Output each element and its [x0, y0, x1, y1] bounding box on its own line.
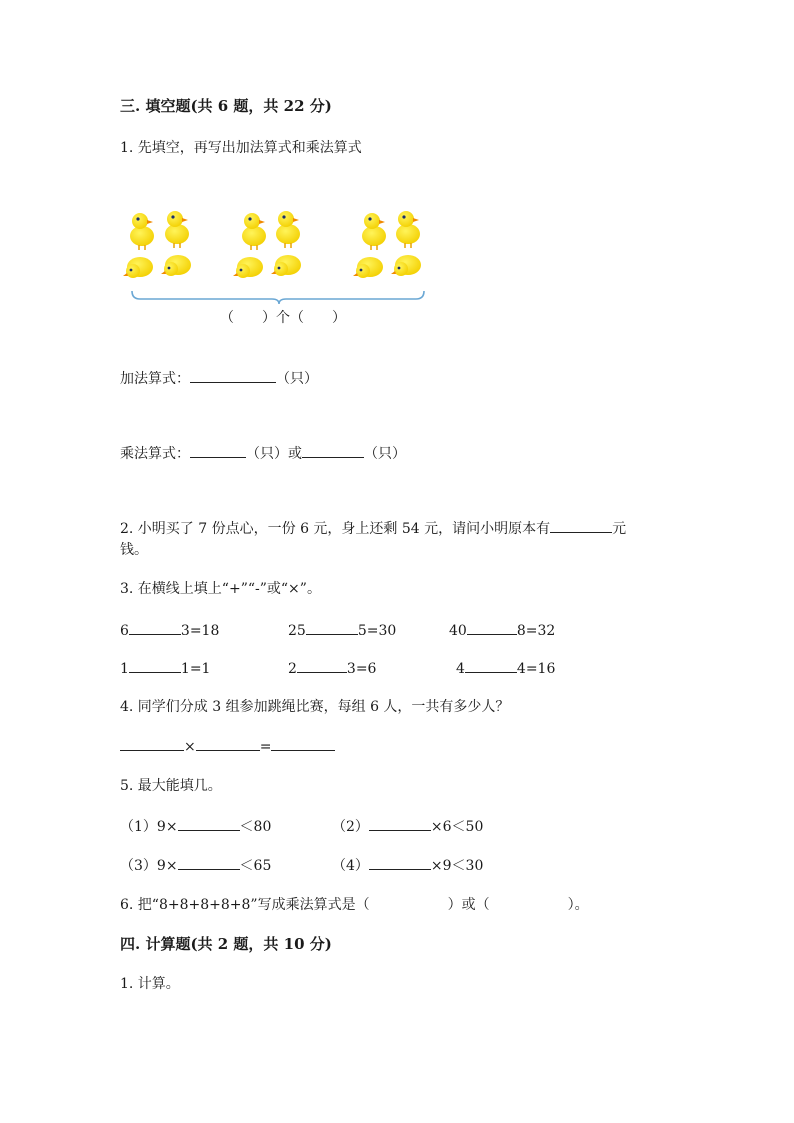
q5-pre: （1）9× [120, 819, 178, 835]
q4-blank-2[interactable] [196, 736, 260, 751]
q3-operand-b: 8=32 [516, 623, 556, 639]
q2-text: 2. 小明买了 7 份点心，一份 6 元，身上还剩 54 元，请问小明原本有 [120, 521, 551, 537]
multiplication-unit-2: （只） [364, 446, 406, 462]
q4-blank-3[interactable] [271, 736, 335, 751]
q5-post: ＜65 [239, 858, 272, 874]
q3-operand-a: 6 [120, 623, 129, 639]
q5-pre: （2） [332, 819, 369, 835]
q5-prompt: 5. 最大能填几。 [120, 778, 222, 794]
times-sign: × [184, 739, 196, 755]
multiplication-blank-1[interactable] [190, 443, 246, 458]
q5-item-1 [120, 816, 271, 837]
q5-post: ＜80 [239, 819, 272, 835]
multiplication-row [120, 443, 406, 464]
addition-unit: （只） [276, 371, 318, 387]
multiplication-label: 乘法算式： [120, 446, 190, 462]
q3-prompt: 3. 在横线上填上“+”“-”或“×”。 [120, 581, 321, 597]
multiplication-unit-1: （只）或 [246, 446, 302, 462]
q2-line-1 [120, 518, 626, 539]
q4-prompt: 4. 同学们分成 3 组参加跳绳比赛，每组 6 人，一共有多少人？ [120, 699, 510, 715]
section-4-title: 四. 计算题(共 2 题，共 10 分) [120, 935, 332, 953]
q3-operand-b: 3=18 [180, 623, 220, 639]
q3-blank[interactable] [465, 658, 517, 673]
q5-pre: （3）9× [120, 858, 178, 874]
q6-text-mid: ）或（ [447, 897, 490, 913]
q3-blank[interactable] [129, 658, 181, 673]
q6-text-post: ）。 [567, 897, 589, 913]
q5-blank[interactable] [369, 855, 431, 870]
q6-text-pre: 6. 把“8+8+8+8+8”写成乘法算式是（ [120, 897, 370, 913]
q5-blank[interactable] [369, 816, 431, 831]
q5-pre: （4） [332, 858, 369, 874]
chick-group-1 [123, 211, 191, 278]
q3-item-4 [120, 658, 210, 679]
q3-item-2 [288, 620, 396, 641]
q5-post: ×9＜30 [430, 858, 484, 874]
q5-item-4 [332, 855, 483, 876]
q2-line-2: 钱。 [120, 542, 148, 558]
q3-operand-a: 25 [288, 623, 306, 639]
q2-unit: 元 [612, 521, 627, 537]
q3-blank[interactable] [306, 620, 358, 635]
q6-row [120, 895, 589, 915]
q5-post: ×6＜50 [430, 819, 484, 835]
section-3-title: 三. 填空题(共 6 题，共 22 分) [120, 97, 332, 115]
q5-blank[interactable] [178, 855, 240, 870]
chick-illustration [122, 205, 432, 305]
multiplication-blank-2[interactable] [302, 443, 364, 458]
q5-blank[interactable] [178, 816, 240, 831]
q4-blank-1[interactable] [120, 736, 184, 751]
q3-operand-b: 3=6 [346, 661, 377, 677]
q3-item-5 [288, 658, 376, 679]
chick-group-2 [233, 211, 301, 278]
q3-blank[interactable] [467, 620, 517, 635]
section-4-q1-prompt: 1. 计算。 [120, 976, 180, 992]
equals-sign: = [259, 739, 272, 755]
q3-operand-a: 4 [456, 661, 465, 677]
q3-item-3 [449, 620, 555, 641]
q2-blank[interactable] [550, 518, 612, 533]
q3-operand-b: 5=30 [357, 623, 397, 639]
q3-blank[interactable] [297, 658, 347, 673]
q3-item-1 [120, 620, 219, 641]
q1-prompt: 1. 先填空，再写出加法算式和乘法算式 [120, 140, 362, 156]
q5-item-2 [332, 816, 483, 837]
addition-label: 加法算式： [120, 371, 190, 387]
addition-row [120, 368, 318, 389]
q3-operand-a: 1 [120, 661, 129, 677]
q3-operand-a: 40 [449, 623, 467, 639]
brace [132, 291, 424, 304]
brace-label: （ ）个（ ） [220, 310, 346, 326]
q4-answer-row [120, 736, 335, 757]
q3-blank[interactable] [129, 620, 181, 635]
q3-item-6 [456, 658, 555, 679]
q3-operand-a: 2 [288, 661, 297, 677]
chick-group-3 [353, 211, 421, 278]
addition-blank[interactable] [190, 368, 276, 383]
q5-item-3 [120, 855, 271, 876]
q3-operand-b: 1=1 [180, 661, 211, 677]
q3-operand-b: 4=16 [516, 661, 556, 677]
